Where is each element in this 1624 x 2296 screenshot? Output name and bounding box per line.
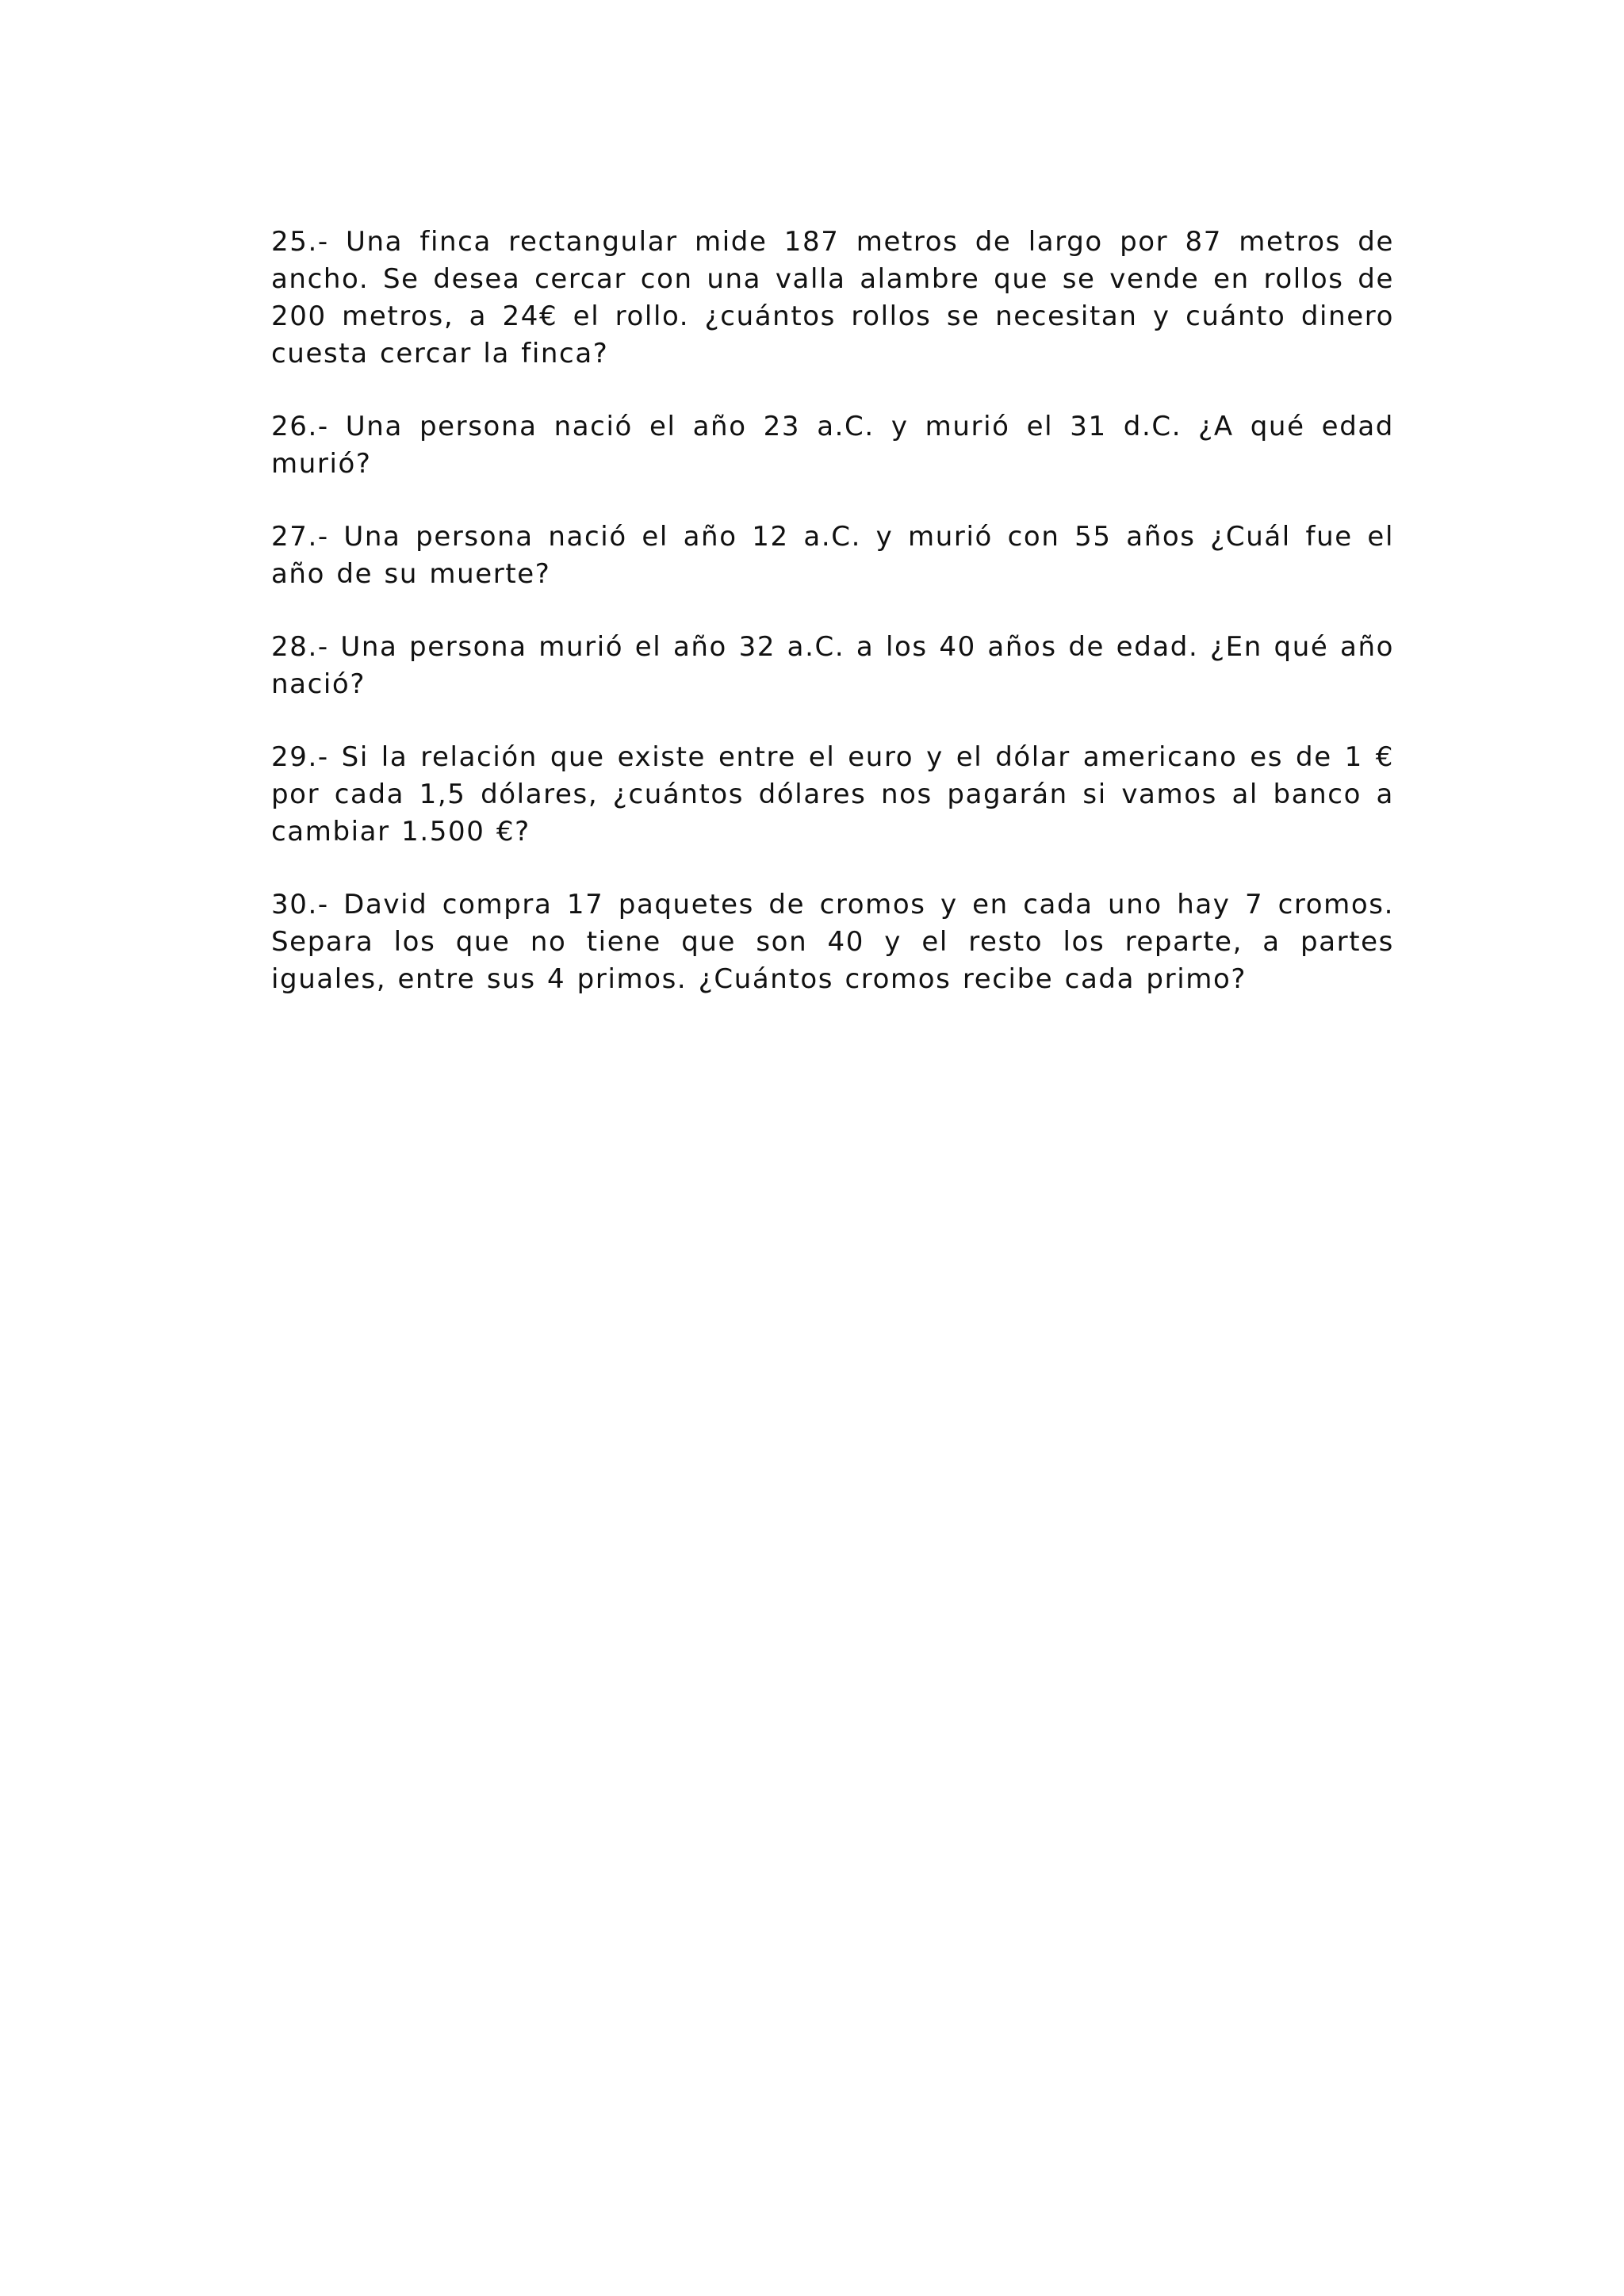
problem-27: 27.- Una persona nació el año 12 a.C. y murió con 55 años ¿Cuál fue el año de su muerte? (271, 521, 1394, 590)
problem-30: 30.- David compra 17 paquetes de cromos y en cada uno hay 7 cromos. Separa los que no tiene que son 40 y el resto los reparte, a partes iguales, entre sus 4 primos. ¿Cuántos cromos recibe cada primo? (271, 889, 1394, 995)
problem-28: 28.- Una persona murió el año 32 a.C. a los 40 años de edad. ¿En qué año nació? (271, 631, 1394, 700)
problem-25: 25.- Una finca rectangular mide 187 metros de largo por 87 metros de ancho. Se desea cercar con una valla alambre que se vende en rollos de 200 metros, a 24€ el rollo. ¿cuántos rollos se necesitan y cuánto dinero cuesta cercar la finca? (271, 226, 1394, 369)
problem-26: 26.- Una persona nació el año 23 a.C. y murió el 31 d.C. ¿A qué edad murió? (271, 411, 1394, 480)
problem-29: 29.- Si la relación que existe entre el euro y el dólar americano es de 1 € por cada 1,5 dólares, ¿cuántos dólares nos pagarán si vamos al banco a cambiar 1.500 €? (271, 741, 1394, 848)
problem-list (271, 224, 1394, 1034)
